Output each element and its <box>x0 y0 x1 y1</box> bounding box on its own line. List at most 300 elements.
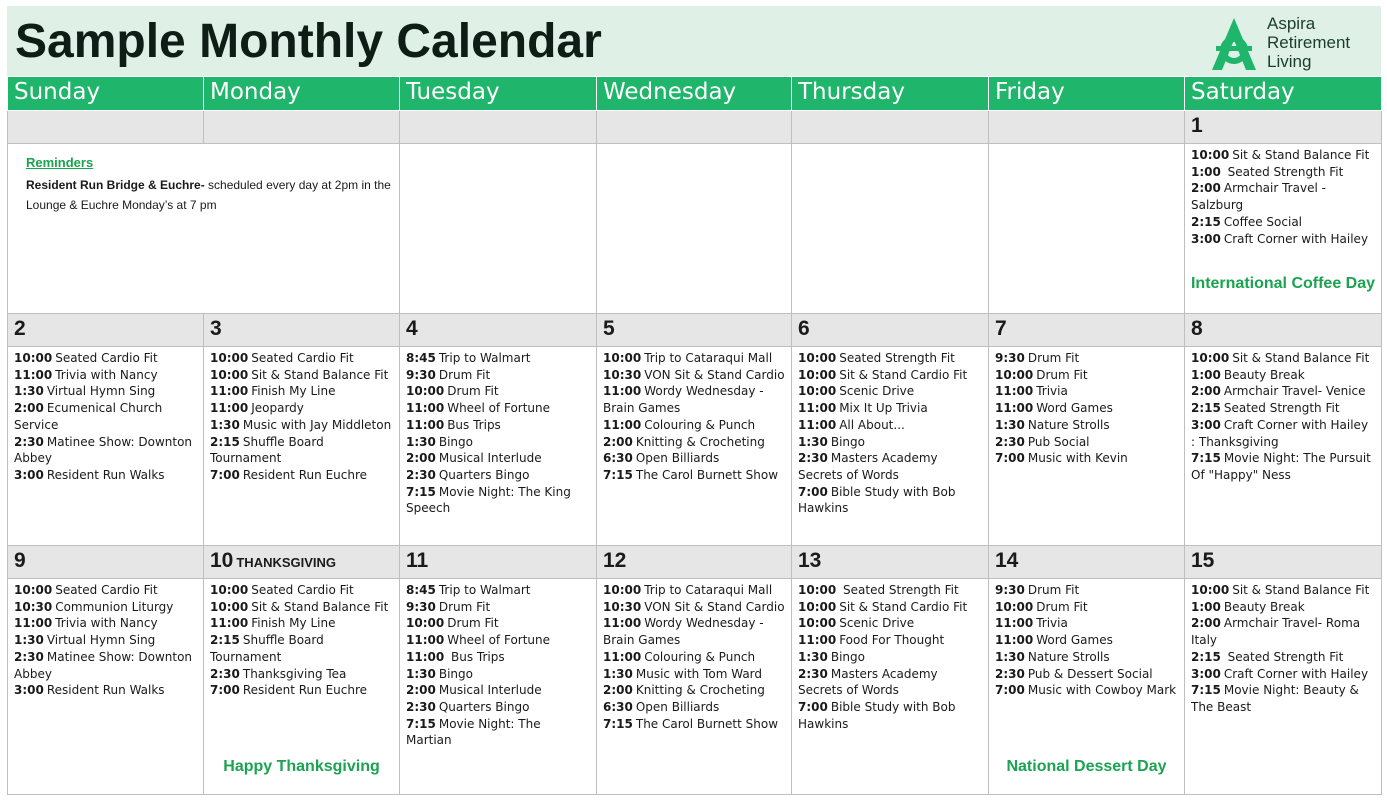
event-list <box>406 350 590 517</box>
event-time: 2:30 <box>995 434 1025 449</box>
event-item <box>406 467 590 484</box>
event-item <box>995 649 1178 666</box>
event-item <box>1191 180 1375 213</box>
event-time: 7:15 <box>1191 451 1221 466</box>
event-title: VON Sit & Stand Cardio <box>644 599 785 614</box>
event-item <box>1191 649 1375 666</box>
date-number: 15 <box>1191 549 1215 572</box>
day-events-cell <box>597 144 792 314</box>
event-title: Word Games <box>1036 633 1113 648</box>
day-events-cell <box>400 144 597 314</box>
event-item <box>210 400 393 417</box>
event-title: The Carol Burnett Show <box>635 467 779 482</box>
reminders-text <box>26 175 396 215</box>
event-title: Thanksgiving Tea <box>242 666 347 681</box>
event-title: Trivia with Nancy <box>55 367 158 382</box>
event-item <box>406 666 590 683</box>
event-item <box>1191 400 1375 417</box>
event-title: Ecumenical Church Service <box>14 401 163 432</box>
event-title: Resident Run Walks <box>46 683 165 698</box>
day-events-cell <box>400 347 597 546</box>
event-item <box>603 450 785 467</box>
event-list <box>210 582 393 699</box>
event-time: 11:00 <box>210 616 249 631</box>
event-time: 11:00 <box>406 633 445 648</box>
date-cell <box>1185 546 1382 579</box>
date-number: 7 <box>995 317 1007 340</box>
event-time: 9:30 <box>995 351 1025 365</box>
event-time: 11:00 <box>995 616 1034 631</box>
date-row <box>8 546 1382 579</box>
date-number: 8 <box>1191 317 1203 340</box>
event-list <box>603 350 785 484</box>
event-title: VON Sit & Stand Cardio <box>644 367 785 382</box>
event-item <box>14 582 197 599</box>
event-title: Seated Strength Fit <box>839 351 955 365</box>
event-item <box>1191 231 1375 248</box>
event-time: 10:00 <box>1191 583 1230 597</box>
event-item <box>995 367 1178 384</box>
event-time: 2:00 <box>603 434 633 449</box>
event-title: Movie Night: Beauty & The Beast <box>1191 683 1359 714</box>
event-item <box>603 350 785 367</box>
event-time: 10:00 <box>1191 351 1230 365</box>
event-time: 8:45 <box>406 351 436 365</box>
date-number: 4 <box>406 317 418 340</box>
logo-line-3: Living <box>1267 52 1312 71</box>
event-item <box>798 417 982 434</box>
event-time: 10:00 <box>798 351 837 365</box>
event-time: 1:30 <box>798 649 828 664</box>
event-item <box>406 582 590 599</box>
event-item <box>995 417 1178 434</box>
event-item <box>603 649 785 666</box>
event-list <box>406 582 590 749</box>
event-title: Bingo <box>438 666 473 681</box>
reminders-box <box>14 147 393 215</box>
event-item <box>1191 666 1375 683</box>
event-item <box>210 582 393 599</box>
event-title: Virtual Hymn Sing <box>46 384 156 399</box>
event-title: Craft Corner with Hailey : Thanksgiving <box>1191 417 1369 449</box>
event-item <box>603 367 785 384</box>
event-time: 10:00 <box>14 583 53 597</box>
event-item <box>406 615 590 632</box>
event-title: Matinee Show: Downton Abbey <box>14 649 193 681</box>
event-title: Pub Social <box>1027 434 1090 449</box>
day-events-cell <box>989 144 1185 314</box>
event-title: Resident Run Euchre <box>242 683 368 698</box>
event-item <box>1191 599 1375 616</box>
event-title: Trip to Cataraqui Mall <box>644 351 773 365</box>
event-item <box>14 367 197 384</box>
date-number: 9 <box>14 549 26 572</box>
event-item <box>210 350 393 367</box>
event-time: 11:00 <box>995 384 1034 399</box>
page-title: Sample Monthly Calendar <box>15 15 602 68</box>
event-item <box>406 367 590 384</box>
date-row <box>8 111 1382 144</box>
event-item <box>406 400 590 417</box>
event-item <box>1191 350 1375 367</box>
weekday-header: Friday <box>989 77 1185 111</box>
event-time: 11:00 <box>798 633 837 648</box>
event-title: Quarters Bingo <box>438 467 530 482</box>
date-cell <box>792 546 989 579</box>
date-cell <box>204 546 400 579</box>
event-time: 11:00 <box>210 401 249 416</box>
event-list <box>798 350 982 517</box>
event-time: 2:00 <box>1191 616 1221 631</box>
day-events-cell <box>1185 144 1382 314</box>
events-row <box>8 579 1382 795</box>
day-events-cell <box>792 144 989 314</box>
event-time: 11:00 <box>603 384 642 399</box>
event-time: 1:30 <box>406 666 436 681</box>
event-item <box>798 699 982 732</box>
event-title: Resident Run Euchre <box>242 467 368 482</box>
date-cell <box>989 111 1185 144</box>
event-item <box>603 699 785 716</box>
event-item <box>798 599 982 616</box>
event-title: Bingo <box>830 649 865 664</box>
event-item <box>798 649 982 666</box>
event-item <box>798 383 982 400</box>
event-list <box>995 350 1178 467</box>
event-item <box>995 682 1178 699</box>
event-title: Armchair Travel- Roma Italy <box>1191 616 1361 648</box>
event-item <box>1191 164 1375 181</box>
title-bar <box>7 6 1381 76</box>
weekday-header: Tuesday <box>400 77 597 111</box>
event-list <box>603 582 785 732</box>
event-time: 10:30 <box>603 599 642 614</box>
logo-line-2: Retirement <box>1267 33 1351 52</box>
event-title: Virtual Hymn Sing <box>46 633 156 648</box>
event-title: Word Games <box>1036 401 1113 416</box>
event-title: Matinee Show: Downton Abbey <box>14 434 193 466</box>
event-item <box>798 450 982 483</box>
event-item <box>603 682 785 699</box>
event-item <box>14 467 197 484</box>
day-events-cell <box>989 579 1185 795</box>
event-time: 2:00 <box>1191 181 1221 196</box>
event-time: 11:00 <box>210 384 249 399</box>
date-number: 5 <box>603 317 615 340</box>
event-title: Drum Fit <box>447 616 499 631</box>
event-title: Drum Fit <box>1036 599 1088 614</box>
event-time: 10:30 <box>603 367 642 382</box>
event-time: 1:30 <box>14 384 44 399</box>
event-time: 2:00 <box>1191 384 1221 399</box>
event-title: Masters Academy Secrets of Words <box>798 666 938 698</box>
day-events-cell <box>8 347 204 546</box>
date-number: 10 <box>210 549 234 572</box>
event-time: 10:00 <box>14 351 53 365</box>
event-title: Sit & Stand Balance Fit <box>251 367 389 382</box>
event-time: 2:30 <box>406 467 436 482</box>
event-title: Open Billiards <box>635 699 720 714</box>
event-list <box>14 582 197 699</box>
event-title: Music with Cowboy Mark <box>1027 683 1177 698</box>
event-time: 2:30 <box>14 649 44 664</box>
event-time: 7:15 <box>603 716 633 731</box>
event-time: 10:00 <box>210 599 249 614</box>
event-item <box>210 682 393 699</box>
day-events-cell <box>204 579 400 795</box>
event-item <box>210 467 393 484</box>
event-title: Seated Cardio Fit <box>251 351 354 365</box>
date-number: 2 <box>14 317 26 340</box>
event-time: 7:00 <box>798 484 828 499</box>
event-time: 2:15 <box>1191 214 1221 229</box>
event-title: Bible Study with Bob Hawkins <box>798 484 956 516</box>
event-item <box>210 367 393 384</box>
event-item <box>1191 383 1375 400</box>
event-title: Seated Cardio Fit <box>55 351 158 365</box>
event-title: Wheel of Fortune <box>447 401 551 416</box>
event-title: Sit & Stand Cardio Fit <box>839 599 968 614</box>
date-cell <box>204 314 400 347</box>
event-item <box>14 649 197 682</box>
date-cell <box>989 314 1185 347</box>
weekday-header: Thursday <box>792 77 989 111</box>
events-row <box>8 144 1382 314</box>
day-events-cell <box>792 579 989 795</box>
event-title: Bible Study with Bob Hawkins <box>798 699 956 731</box>
day-events-cell <box>597 579 792 795</box>
weekday-header: Wednesday <box>597 77 792 111</box>
logo-wordmark <box>1267 14 1350 71</box>
weekday-header: Saturday <box>1185 77 1382 111</box>
event-title: Movie Night: The King Speech <box>406 484 571 516</box>
weekday-header-row <box>8 77 1382 111</box>
event-time: 10:00 <box>210 367 249 382</box>
event-time: 1:30 <box>995 417 1025 432</box>
event-title: Trip to Walmart <box>438 583 531 597</box>
event-item <box>210 615 393 632</box>
date-cell <box>8 314 204 347</box>
event-title: Sit & Stand Cardio Fit <box>839 367 968 382</box>
day-events-cell <box>400 579 597 795</box>
event-title: Finish My Line <box>251 616 336 631</box>
reminders-cell <box>8 144 400 314</box>
event-time: 2:00 <box>603 683 633 698</box>
event-item <box>1191 682 1375 715</box>
event-item <box>1191 582 1375 599</box>
event-title: Drum Fit <box>1036 367 1088 382</box>
event-title: Nature Strolls <box>1027 649 1110 664</box>
event-time: 7:15 <box>406 484 436 499</box>
event-title: Bingo <box>438 434 473 449</box>
event-title: Drum Fit <box>438 599 491 614</box>
date-number: 11 <box>406 549 429 572</box>
event-item <box>210 383 393 400</box>
event-item <box>995 632 1178 649</box>
event-item <box>603 383 785 416</box>
event-item <box>995 383 1178 400</box>
day-events-cell <box>792 347 989 546</box>
event-title: Coffee Social <box>1223 214 1303 229</box>
event-item <box>603 582 785 599</box>
event-time: 6:30 <box>603 451 633 466</box>
event-title: Knitting & Crocheting <box>635 683 765 698</box>
event-time: 10:00 <box>406 616 445 631</box>
event-item <box>603 666 785 683</box>
event-time: 11:00 <box>406 401 445 416</box>
date-cell <box>1185 111 1382 144</box>
event-title: Trivia <box>1036 384 1068 399</box>
event-title: Armchair Travel - Salzburg <box>1191 181 1326 213</box>
event-item <box>995 434 1178 451</box>
event-list <box>210 350 393 484</box>
event-time: 2:00 <box>406 451 436 466</box>
aspira-logo-icon <box>1208 16 1260 72</box>
event-title: Beauty Break <box>1223 367 1305 382</box>
event-time: 11:00 <box>798 417 837 432</box>
event-title: Sit & Stand Balance Fit <box>251 599 389 614</box>
event-item <box>210 666 393 683</box>
event-title: Drum Fit <box>1027 583 1080 597</box>
event-item <box>406 632 590 649</box>
event-title: Armchair Travel- Venice <box>1223 384 1366 399</box>
event-item <box>210 632 393 665</box>
date-cell <box>792 314 989 347</box>
event-title: Musical Interlude <box>438 451 542 466</box>
event-item <box>406 699 590 716</box>
date-cell <box>1185 314 1382 347</box>
event-title: Nature Strolls <box>1027 417 1110 432</box>
day-events-cell <box>597 347 792 546</box>
event-title: Jeopardy <box>251 401 304 416</box>
date-cell <box>8 111 204 144</box>
date-cell <box>597 111 792 144</box>
reminders-title: Reminders <box>26 155 94 170</box>
event-time: 10:30 <box>14 599 53 614</box>
event-time: 7:00 <box>798 699 828 714</box>
event-title: Shuffle Board Tournament <box>210 434 324 466</box>
date-cell <box>597 314 792 347</box>
event-time: 11:00 <box>995 401 1034 416</box>
event-list <box>1191 350 1375 484</box>
special-day-label: International Coffee Day <box>1190 275 1376 292</box>
event-title: Drum Fit <box>438 367 491 382</box>
day-events-cell <box>8 579 204 795</box>
date-number: 3 <box>210 317 222 340</box>
day-events-cell <box>204 347 400 546</box>
event-time: 7:00 <box>995 451 1025 466</box>
event-item <box>603 467 785 484</box>
date-number: 6 <box>798 317 810 340</box>
event-title: Mix It Up Trivia <box>839 401 928 416</box>
event-time: 2:00 <box>14 401 44 416</box>
event-time: 3:00 <box>1191 666 1221 681</box>
event-item <box>995 615 1178 632</box>
event-title: Bus Trips <box>447 649 505 664</box>
event-item <box>210 599 393 616</box>
event-time: 10:00 <box>798 599 837 614</box>
event-item <box>14 632 197 649</box>
event-time: 2:15 <box>1191 649 1221 664</box>
event-title: Resident Run Walks <box>46 467 165 482</box>
event-time: 2:30 <box>995 666 1025 681</box>
reminders-bold-text: Resident Run Bridge & Euchre- <box>26 178 205 192</box>
event-title: Colouring & Punch <box>644 649 756 664</box>
special-day-label: National Dessert Day <box>1006 758 1167 775</box>
event-item <box>14 383 197 400</box>
event-time: 1:30 <box>14 633 44 648</box>
event-time: 1:00 <box>1191 367 1221 382</box>
event-title: Musical Interlude <box>438 683 542 698</box>
event-time: 11:00 <box>603 616 642 631</box>
event-time: 11:00 <box>603 649 642 664</box>
event-time: 9:30 <box>995 583 1025 597</box>
event-time: 9:30 <box>406 599 436 614</box>
event-time: 7:15 <box>406 716 436 731</box>
event-item <box>210 417 393 434</box>
date-row <box>8 314 1382 347</box>
date-cell <box>400 111 597 144</box>
event-time: 1:30 <box>995 649 1025 664</box>
event-title: Seated Strength Fit <box>1223 649 1344 664</box>
event-title: Communion Liturgy <box>55 599 174 614</box>
event-item <box>995 350 1178 367</box>
event-item <box>798 484 982 517</box>
event-item <box>603 716 785 733</box>
event-title: Seated Cardio Fit <box>55 583 158 597</box>
event-list <box>14 350 197 484</box>
event-title: Music with Jay Middleton <box>242 417 392 432</box>
event-item <box>406 649 590 666</box>
event-time: 3:00 <box>1191 231 1221 246</box>
event-time: 7:15 <box>603 467 633 482</box>
event-item <box>406 450 590 467</box>
event-item <box>798 434 982 451</box>
event-time: 10:00 <box>210 351 249 365</box>
event-time: 1:00 <box>1191 599 1221 614</box>
day-events-cell <box>989 347 1185 546</box>
event-title: Bus Trips <box>447 417 501 432</box>
event-item <box>995 582 1178 599</box>
event-title: Seated Cardio Fit <box>251 583 354 597</box>
event-item <box>406 350 590 367</box>
event-list <box>798 582 982 732</box>
date-cell <box>989 546 1185 579</box>
event-title: Quarters Bingo <box>438 699 530 714</box>
events-row <box>8 347 1382 546</box>
event-time: 2:30 <box>14 434 44 449</box>
logo-line-1: Aspira <box>1267 14 1316 33</box>
event-time: 11:00 <box>603 417 642 432</box>
aspira-logo <box>1202 10 1382 74</box>
weekday-header: Sunday <box>8 77 204 111</box>
event-item <box>406 417 590 434</box>
date-number: 14 <box>995 549 1019 572</box>
day-events-cell <box>1185 579 1382 795</box>
event-item <box>1191 147 1375 164</box>
event-time: 10:00 <box>798 583 837 597</box>
event-time: 11:00 <box>406 649 445 664</box>
event-item <box>603 615 785 648</box>
event-time: 11:00 <box>995 633 1034 648</box>
event-title: Craft Corner with Hailey <box>1223 666 1369 681</box>
event-title: Shuffle Board Tournament <box>210 633 324 664</box>
date-cell <box>8 546 204 579</box>
event-item <box>1191 367 1375 384</box>
event-item <box>798 367 982 384</box>
event-item <box>406 383 590 400</box>
calendar-grid <box>7 76 1382 795</box>
